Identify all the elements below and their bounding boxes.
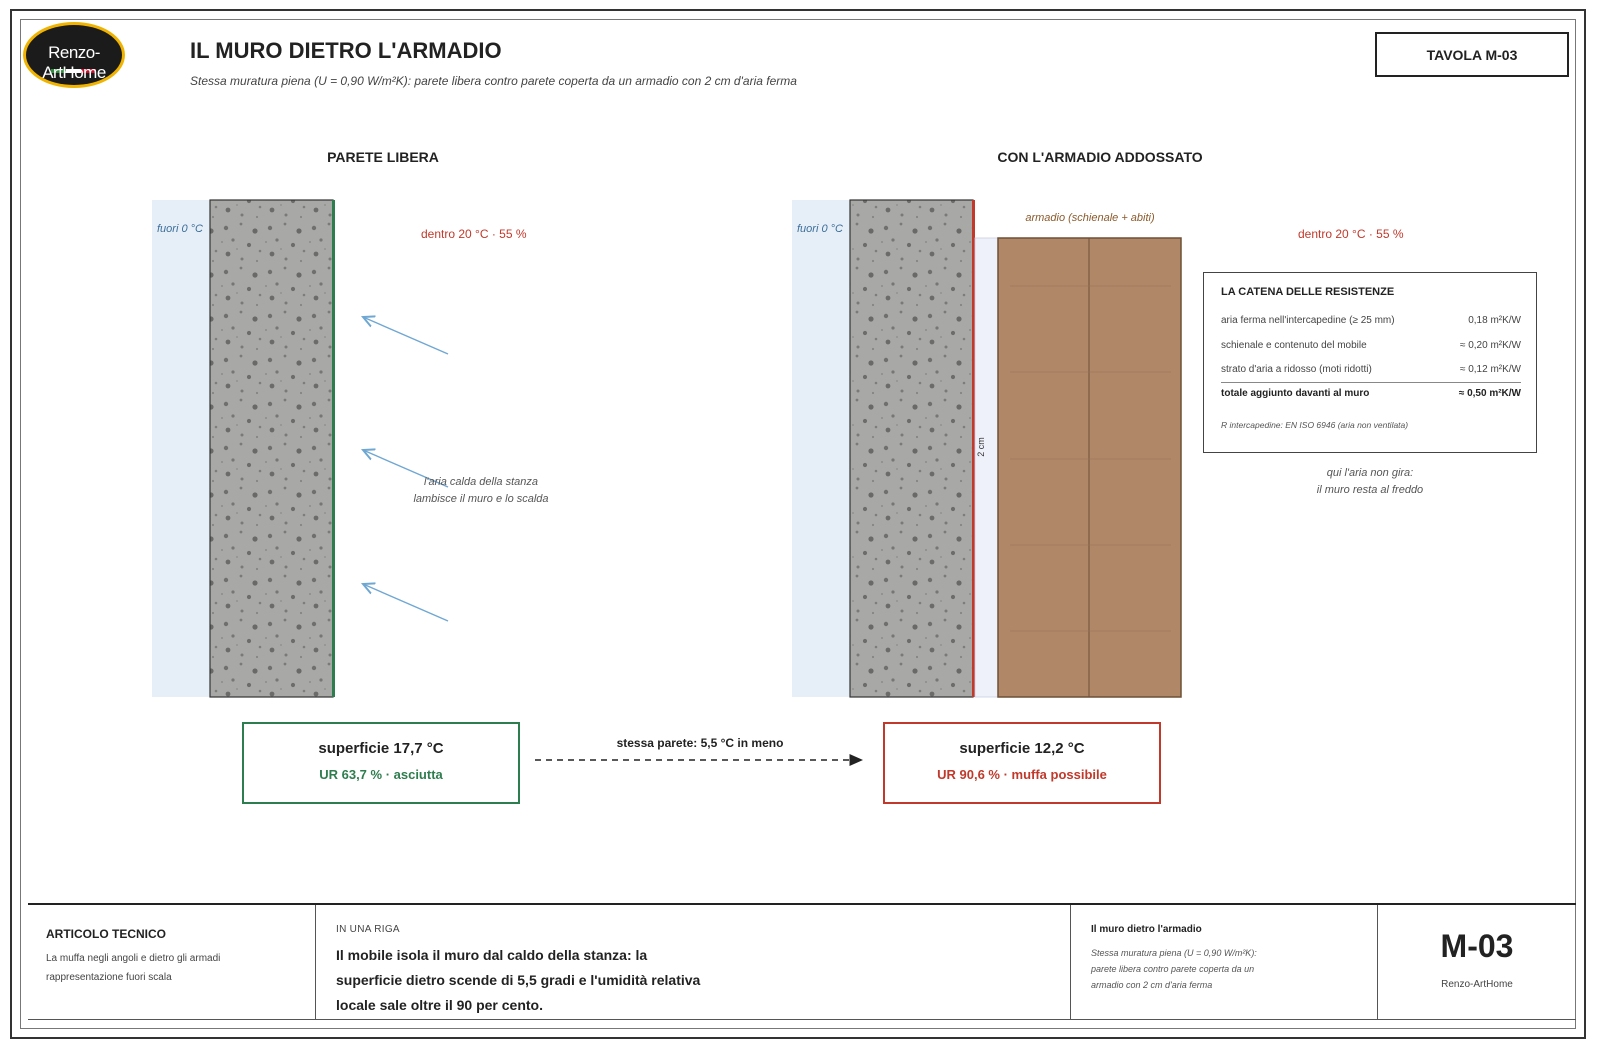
comparison-label: stessa parete: 5,5 °C in meno: [616, 736, 784, 750]
left-wall: [210, 200, 333, 697]
right-outside-label: fuori 0 °C: [797, 223, 843, 235]
left-note-line2: lambisce il muro e lo scalda: [413, 493, 549, 505]
footer-article-desc: La muffa negli angoli e dietro gli armadi rappresentazione fuori scala: [46, 953, 221, 983]
footer-top-line: [28, 903, 1576, 905]
left-result-box: [242, 722, 520, 804]
left-note: [380, 474, 582, 508]
right-note: [1260, 465, 1480, 499]
catena-row: strato d'aria a ridosso (moti ridotti) ≈ 0,12 m²K/W: [1221, 364, 1521, 375]
wardrobe-label: armadio (schienale + abiti): [1025, 212, 1155, 224]
right-result-sub: UR 90,6 % · muffa possibile: [937, 767, 1107, 782]
right-cold-surface: [972, 200, 975, 697]
left-note-line1: l'aria calda della stanza: [423, 476, 538, 488]
footer-divider: [315, 905, 316, 1019]
resistance-chain-box: [1203, 272, 1537, 453]
left-outside-label: fuori 0 °C: [157, 223, 203, 235]
catena-title: LA CATENA DELLE RESISTENZE: [1221, 286, 1395, 298]
footer-oneline-text: Il mobile isola il muro dal caldo della stanza: la superficie dietro scende di 5,5 gradi e l'umidità relativa locale sale oltre il 90 per cento.: [336, 947, 701, 1013]
left-warm-surface: [332, 200, 335, 697]
footer-brand: Renzo-ArtHome: [1441, 979, 1513, 990]
right-wall: [850, 200, 973, 697]
right-note-line1: qui l'aria non gira:: [1326, 467, 1414, 479]
right-panel-title: CON L'ARMADIO ADDOSSATO: [997, 149, 1203, 165]
page-title: IL MURO DIETRO L'ARMADIO: [190, 38, 502, 63]
left-result-sub: UR 63,7 % · asciutta: [319, 767, 443, 782]
right-outside-zone: [792, 200, 850, 697]
page-subtitle: Stessa muratura piena (U = 0,90 W/m²K): parete libera contro parete coperta da un armadio con 2 cm d'aria ferma: [190, 74, 797, 88]
left-inside-label: dentro 20 °C · 55 %: [421, 227, 527, 241]
footer-bottom-line: [28, 1019, 1576, 1020]
footer-oneline-tag: IN UNA RIGA: [336, 924, 400, 935]
warm-air-arrow: [363, 584, 448, 621]
footer-summary-text: Stessa muratura piena (U = 0,90 W/m²K): parete libera contro parete coperta da un armadio con 2 cm d'aria ferma: [1091, 948, 1257, 990]
right-inside-label: dentro 20 °C · 55 %: [1298, 227, 1404, 241]
air-gap: [975, 238, 998, 697]
catena-note: R intercapedine: EN ISO 6946 (aria non ventilata): [1221, 420, 1409, 430]
right-note-line2: il muro resta al freddo: [1316, 484, 1424, 496]
footer-summary-head: Il muro dietro l'armadio: [1091, 924, 1202, 935]
footer-article-head: ARTICOLO TECNICO: [46, 927, 166, 941]
catena-row: aria ferma nell'intercapedine (≥ 25 mm) 0,18 m²K/W: [1221, 315, 1521, 326]
left-outside-zone: [152, 200, 210, 697]
warm-air-arrow: [363, 317, 448, 354]
catena-row: schienale e contenuto del mobile ≈ 0,20 m²K/W: [1221, 340, 1521, 351]
logo-text: Renzo-ArtHome: [42, 43, 106, 82]
gap-label: 2 cm: [976, 437, 986, 457]
tavola-badge: TAVOLA M-03: [1375, 32, 1569, 77]
footer-code: M-03: [1440, 928, 1514, 964]
right-result-box: [883, 722, 1161, 804]
catena-total-row: totale aggiunto davanti al muro ≈ 0,50 m²K/W: [1221, 388, 1521, 399]
catena-divider: [1221, 382, 1521, 383]
footer-divider: [1070, 905, 1071, 1019]
left-panel-title: PARETE LIBERA: [327, 149, 439, 165]
right-result-main: superficie 12,2 °C: [959, 740, 1085, 757]
left-result-main: superficie 17,7 °C: [318, 740, 444, 757]
